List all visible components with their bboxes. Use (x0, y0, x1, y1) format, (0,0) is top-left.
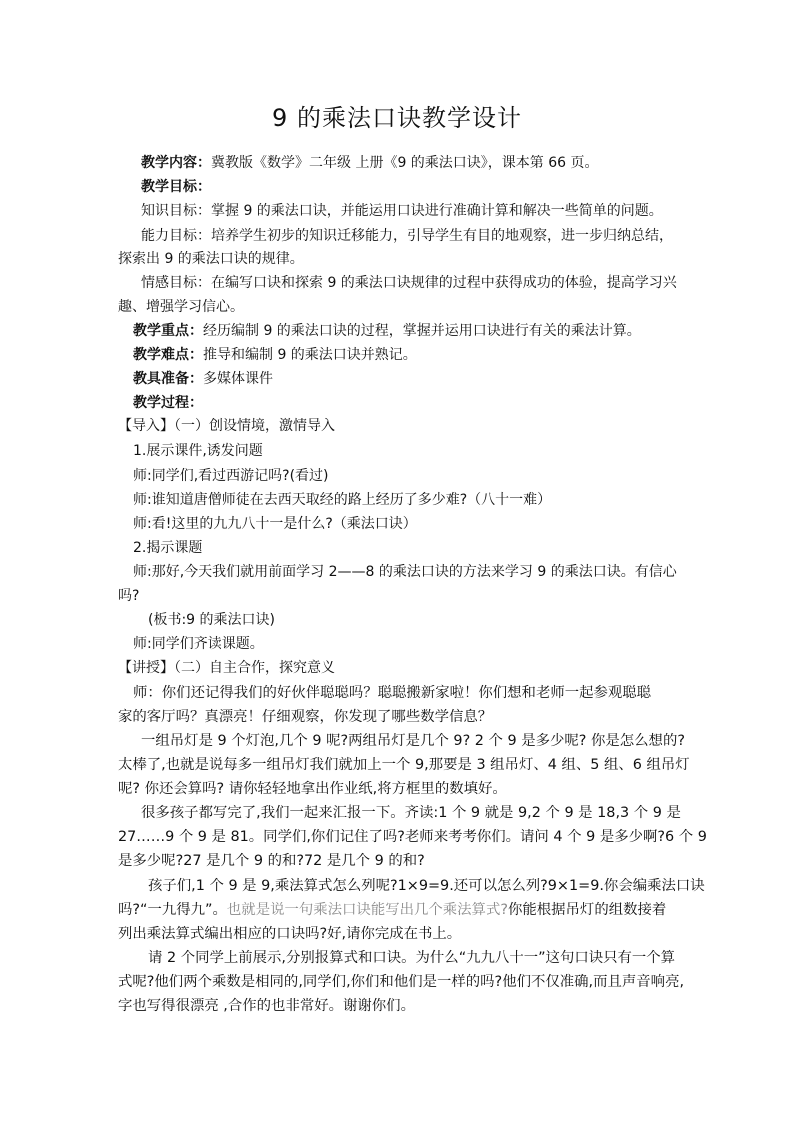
intro-line-1: 1.展示课件,诱发问题 (133, 443, 263, 459)
teaching-content-label: 教学内容： (141, 155, 211, 171)
paragraph-1-line-2: 家的客厅吗？真漂亮！仔细观察，你发现了哪些数学信息？ (118, 709, 493, 725)
difficulty-label: 教学难点： (133, 347, 203, 363)
intro-line-5: 2.揭示课题 (133, 540, 203, 556)
tools-line (133, 368, 273, 390)
goal-emotion-line1: 情感目标：在编写口诀和探索 9 的乘法口诀规律的过程中获得成功的体验，提高学习兴 (141, 275, 677, 291)
paragraph-4-line-1: 孩子们,1 个 9 是 9,乘法算式怎么列呢?1×9=9.还可以怎么列?9×1=9.你会编乘法口诀 (148, 878, 705, 894)
paragraph-4-line-2 (118, 899, 666, 922)
paragraph-4-line-3: 列出乘法算式编出相应的口诀吗?好,请你完成在书上。 (118, 926, 462, 942)
difficulty-line (133, 344, 417, 366)
tools-value: 多媒体课件 (203, 371, 273, 387)
key-point-label: 教学重点： (133, 323, 203, 339)
paragraph-5-line-1: 请 2 个同学上前展示,分别报算式和口诀。为什么“九九八十一”这句口诀只有一个算 (148, 950, 676, 966)
goal-emotion-line2: 趣、增强学习信心。 (118, 299, 244, 315)
paragraph-4-line-2-grey: 也就是说一句乘法口诀能写出几个乘法算式? (226, 902, 508, 918)
teaching-content-line (141, 152, 599, 174)
paragraph-5-line-2: 式呢?他们两个乘数是相同的,同学们,你们和他们是一样的吗?他们不仅准确,而且声音响亮, (118, 974, 685, 990)
paragraph-3-line-2: 27……9 个 9 是 81。同学们,你们记住了吗?老师来考考你们。请问 4 个 9 是多少啊?6 个 9 (118, 829, 707, 845)
paragraph-2-line-3: 呢? 你还会算吗? 请你轻轻地拿出作业纸,将方框里的数填好。 (118, 781, 507, 797)
intro-line-3: 师:谁知道唐僧师徒在去西天取经的路上经历了多少难?（八十一难） (133, 492, 552, 508)
intro-line-9: 师:同学们齐读课题。 (133, 636, 264, 652)
intro-line-4: 师:看!这里的九九八十一是什么?（乘法口诀） (133, 516, 417, 532)
intro-line-6: 师:那好,今天我们就用前面学习 2——8 的乘法口诀的方法来学习 9 的乘法口诀。有信心 (133, 564, 677, 580)
goal-knowledge: 知识目标：掌握 9 的乘法口诀，并能运用口诀进行准确计算和解决一些简单的问题。 (141, 203, 663, 219)
process-label: 教学过程： (133, 395, 203, 411)
intro-line-7: 吗? (118, 588, 140, 604)
paragraph-2-line-1: 一组吊灯是 9 个灯泡,几个 9 呢?两组吊灯是几个 9? 2 个 9 是多少呢? 你是怎么想的? (141, 733, 685, 749)
lecture-heading: 【讲授】（二）自主合作，探究意义 (118, 660, 335, 676)
paragraph-4-line-2-start: 吗?“一九得九”。 (118, 902, 227, 918)
paragraph-3-line-3: 是多少呢?27 是几个 9 的和?72 是几个 9 的和? (118, 853, 425, 869)
teaching-goals-label: 教学目标： (141, 179, 211, 195)
paragraph-5-line-3: 字也写得很漂亮 ,合作的也非常好。谢谢你们。 (118, 998, 415, 1014)
teaching-content-value: 冀教版《数学》二年级 上册《9 的乘法口诀》，课本第 66 页。 (211, 155, 599, 171)
paragraph-3-line-1: 很多孩子都写完了,我们一起来汇报一下。齐读:1 个 9 就是 9,2 个 9 是 18,3 个 9 是 (141, 805, 681, 821)
goal-ability-line1: 能力目标：培养学生初步的知识迁移能力，引导学生有目的地观察，进一步归纳总结， (141, 228, 673, 244)
difficulty-value: 推导和编制 9 的乘法口诀并熟记。 (203, 347, 417, 363)
paragraph-1-line-1: 师：你们还记得我们的好伙伴聪聪吗？聪聪搬新家啦！你们想和老师一起参观聪聪 (133, 685, 652, 701)
intro-heading: 【导入】（一）创设情境，激情导入 (118, 418, 335, 434)
document-title: 9 的乘法口诀教学设计 (272, 104, 522, 132)
intro-line-8: (板书:9 的乘法口诀) (148, 612, 275, 628)
goal-ability-line2: 探索出 9 的乘法口诀的规律。 (118, 251, 304, 267)
paragraph-4-line-2-end: 你能根据吊灯的组数接着 (507, 902, 667, 918)
intro-line-2: 师:同学们,看过西游记吗?(看过) (133, 468, 329, 484)
paragraph-2-line-2: 太棒了,也就是说每多一组吊灯我们就加上一个 9,那要是 3 组吊灯、4 组、5 组、6 组吊灯 (118, 757, 690, 773)
tools-label: 教具准备： (133, 371, 203, 387)
key-point-value: 经历编制 9 的乘法口诀的过程，掌握并运用口诀进行有关的乘法计算。 (203, 323, 641, 339)
key-point-line (133, 320, 641, 342)
